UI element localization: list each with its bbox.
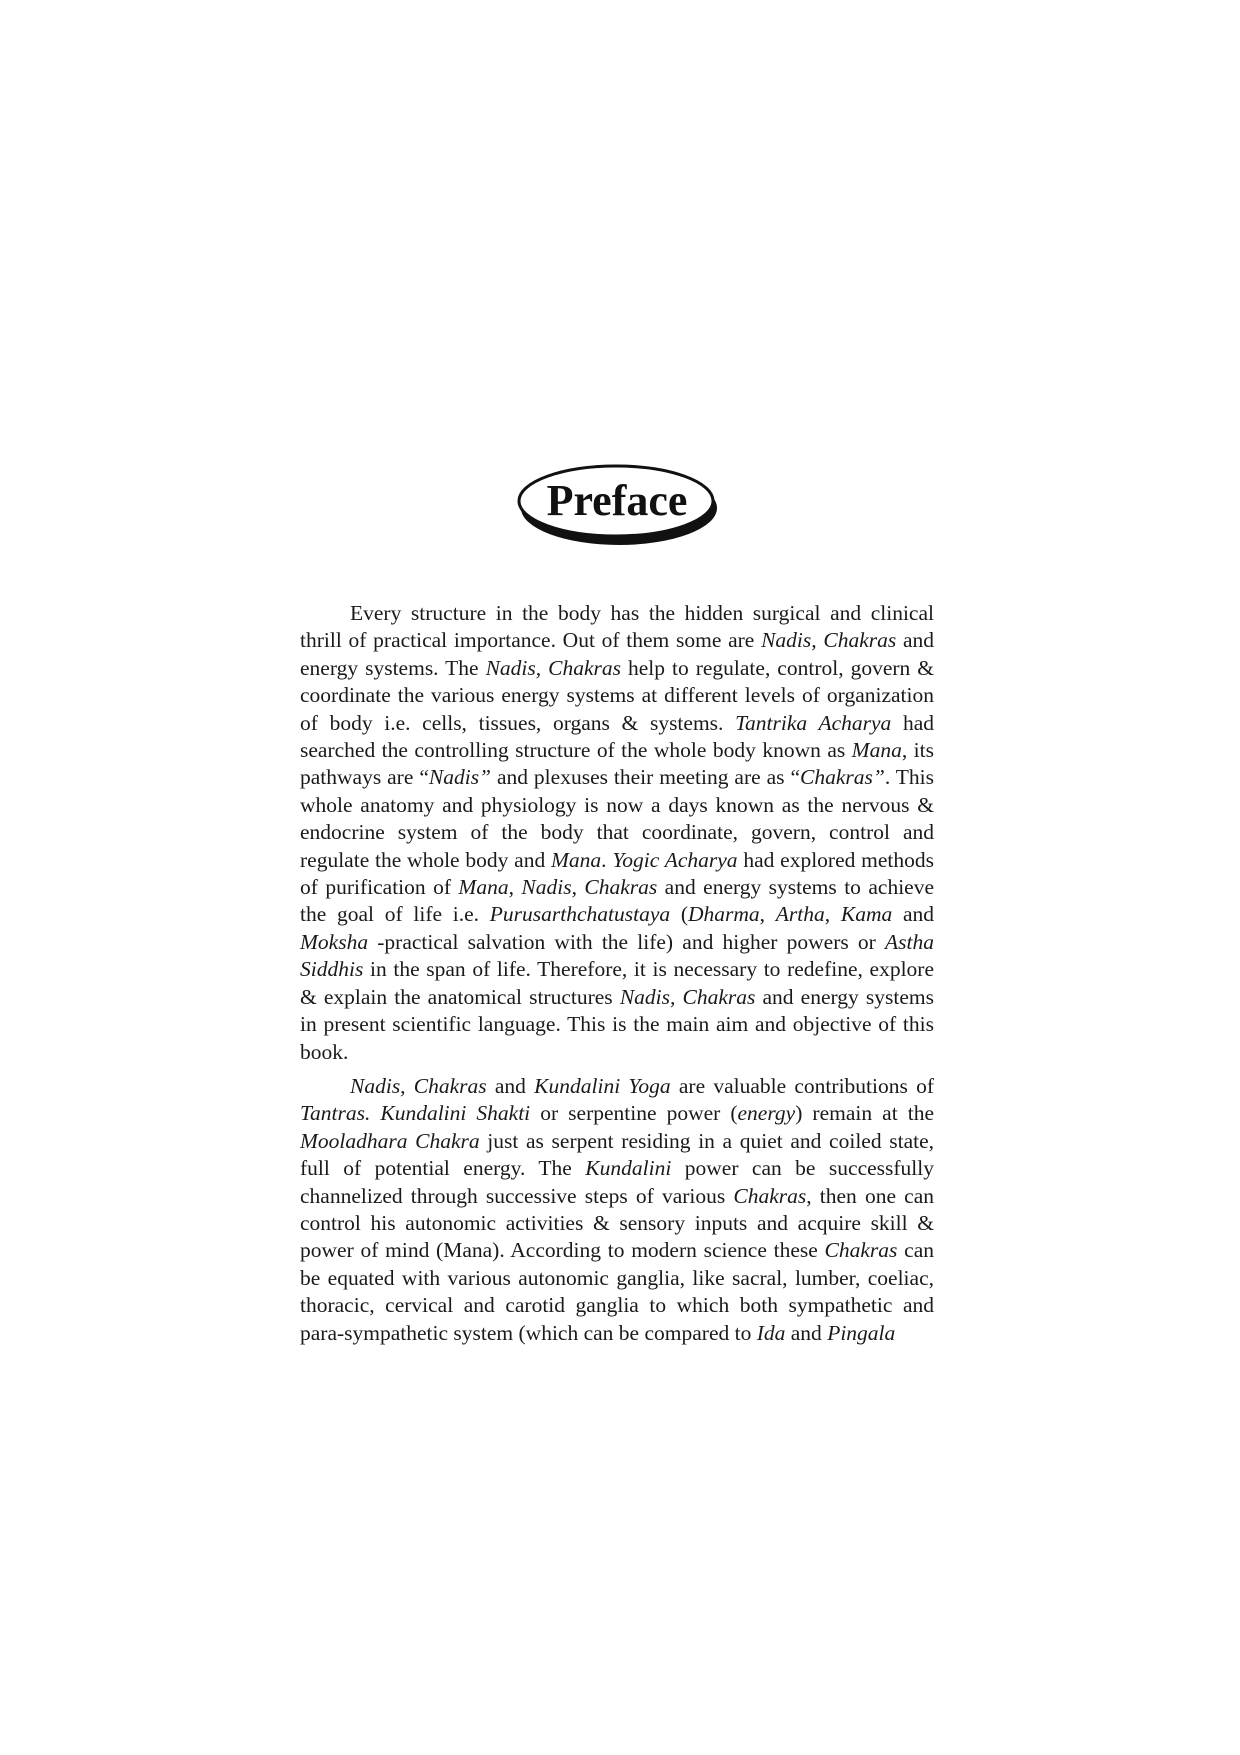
- text-run: power can be successfully channelized through successive steps of various: [300, 1156, 934, 1208]
- italic-term: Chakras: [824, 1238, 898, 1263]
- italic-term: energy: [737, 1101, 796, 1126]
- text-run: , then one can control his autonomic activities & sensory inputs and acquire skill & power of mind (Mana). According to modern science these: [300, 1183, 934, 1263]
- text-run: had searched the controlling structure of the whole body known as: [300, 710, 934, 763]
- italic-term: Mana: [550, 847, 602, 872]
- text-run: can be equated with various autonomic ganglia, like sacral, lumber, coeliac, thoracic, cervical and carotid ganglia to which both sympathetic and para-sympathetic system (which can be compared to: [300, 1238, 934, 1345]
- text-run: in the span of life. Therefore, it is necessary to redefine, explore & explain the anatomical structures: [300, 957, 934, 1009]
- text-run: and energy systems in present scientific language. This is the main aim and objective of this book.: [300, 984, 934, 1064]
- italic-term: Astha Siddhis: [300, 929, 934, 982]
- text-run: Every structure in the body has the hidden surgical and clinical thrill of practical importance. Out of them some are: [300, 601, 934, 653]
- text-run: -practical salvation with the life) and higher powers or: [368, 929, 886, 954]
- text-run: ,: [824, 902, 841, 927]
- italic-term: Nadis”: [428, 765, 492, 790]
- italic-term: Tantrika Acharya: [735, 710, 892, 735]
- text-run: had explored methods of purification of: [300, 847, 934, 900]
- italic-term: Tantras. Kundalini Shakti: [300, 1101, 531, 1126]
- italic-term: Kama: [840, 902, 893, 927]
- paragraph: [300, 600, 934, 1066]
- preface-body: [300, 600, 934, 1354]
- italic-term: Moksha: [300, 929, 369, 954]
- title-badge: [517, 462, 721, 550]
- page-title: Preface: [546, 476, 688, 525]
- text-run: and plexuses their meeting are as “: [491, 765, 801, 790]
- italic-term: Yogic Acharya: [612, 847, 738, 872]
- paragraph: [300, 1073, 934, 1347]
- text-run: and energy systems. The: [300, 628, 934, 680]
- text-run: ) remain at the: [795, 1101, 934, 1126]
- italic-term: Purusarthchatustaya: [489, 902, 671, 927]
- text-run: and: [892, 902, 935, 927]
- italic-term: Nadis, Chakras: [485, 655, 621, 680]
- text-run: . This whole anatomy and physiology is now a days known as the nervous & endocrine system of the body that coordinate, govern, control and regulate the whole body and: [300, 765, 934, 872]
- italic-term: Dharma: [688, 902, 760, 927]
- italic-term: Artha: [775, 902, 825, 927]
- text-run: ,: [759, 902, 776, 927]
- italic-term: Chakras: [733, 1183, 807, 1208]
- text-run: and: [486, 1073, 535, 1098]
- text-run: , its pathways are “: [300, 738, 934, 790]
- italic-term: Chakras”: [800, 765, 885, 790]
- italic-term: Nadis, Chakras: [350, 1073, 487, 1098]
- italic-term: Mana: [458, 875, 509, 900]
- italic-term: Nadis, Chakras: [761, 628, 897, 653]
- text-run: are valuable contributions of: [670, 1073, 934, 1098]
- italic-term: Nadis, Chakras: [521, 875, 658, 900]
- italic-term: Nadis, Chakras: [619, 984, 756, 1009]
- italic-term: Ida: [756, 1320, 786, 1345]
- italic-term: Mooladhara Chakra: [300, 1128, 480, 1153]
- text-run: or serpentine power (: [530, 1101, 738, 1126]
- italic-term: Kundalini: [585, 1156, 672, 1181]
- italic-term: Kundalini Yoga: [534, 1073, 671, 1098]
- text-run: ,: [508, 875, 522, 900]
- italic-term: Mana: [851, 738, 902, 763]
- text-run: and: [785, 1320, 828, 1345]
- text-run: and energy systems to achieve the goal of life i.e.: [300, 875, 934, 927]
- text-run: just as serpent residing in a quiet and coiled state, full of potential energy. The: [300, 1128, 935, 1181]
- text-run: (: [670, 902, 688, 927]
- text-run: help to regulate, control, govern & coordinate the various energy systems at different levels of organization of body i.e. cells, tissues, organs & systems.: [300, 655, 934, 735]
- italic-term: Pingala: [827, 1320, 896, 1345]
- text-run: .: [601, 847, 613, 872]
